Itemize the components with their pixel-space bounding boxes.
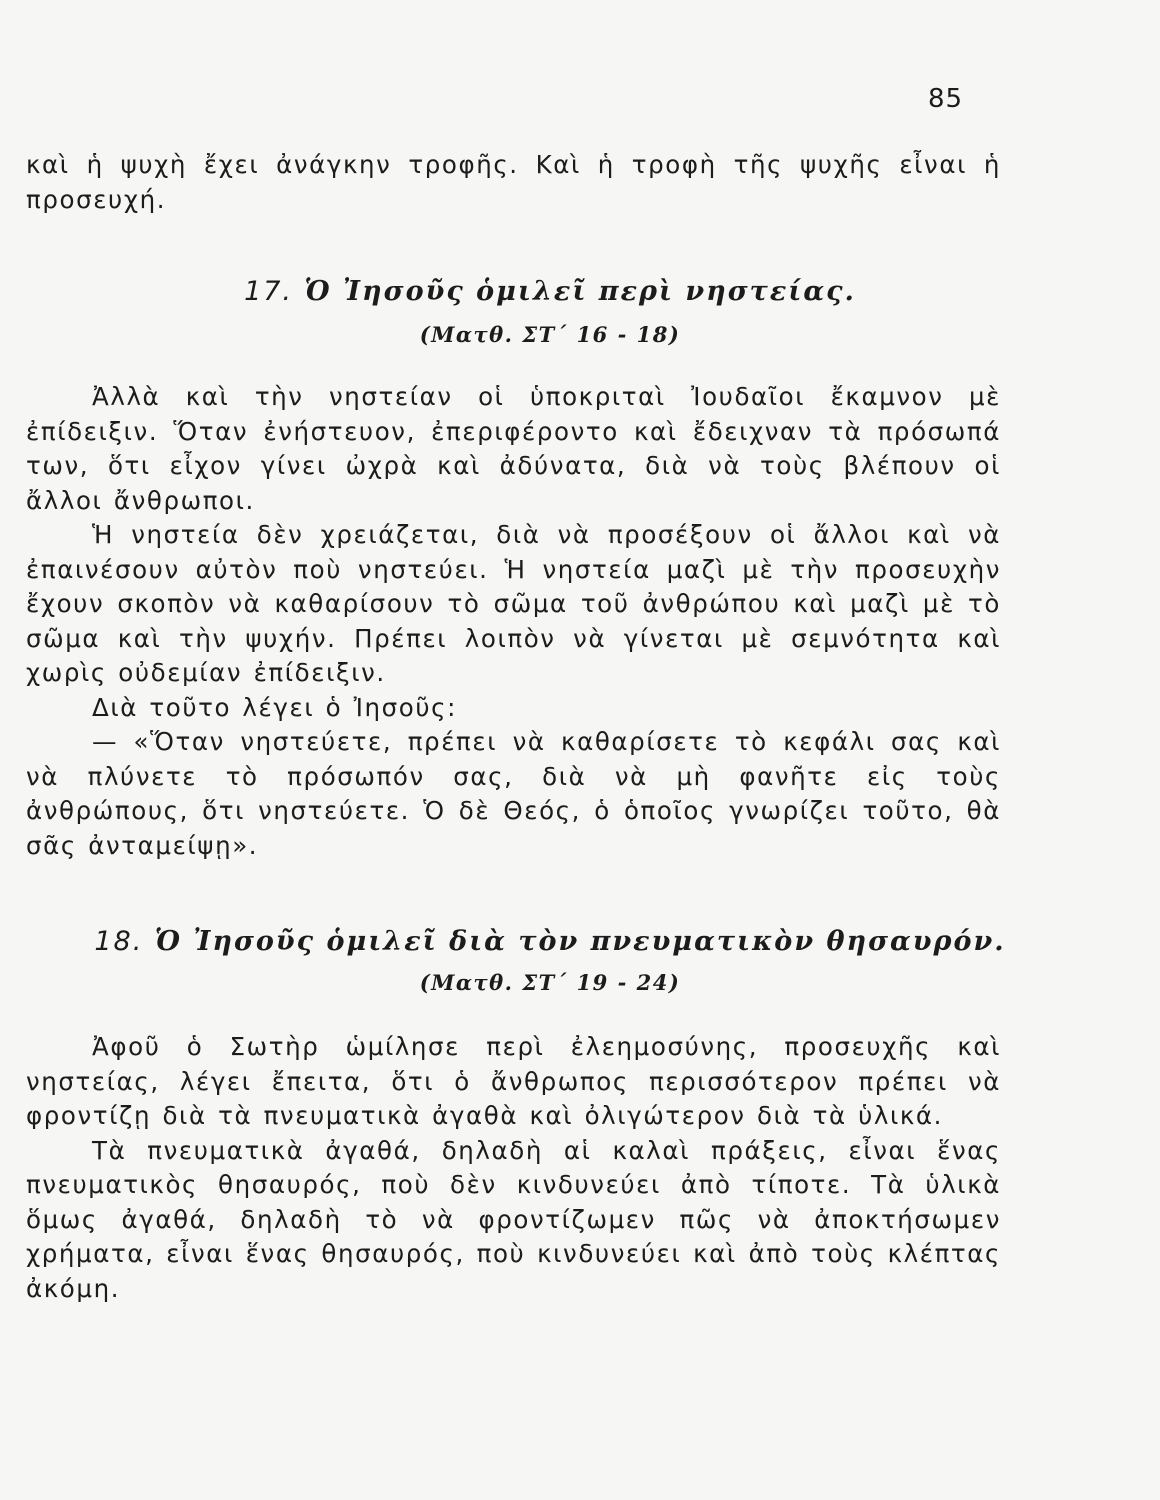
section-18-number: 18.	[94, 926, 144, 957]
section-18-heading	[0, 926, 1100, 957]
section-17-heading	[0, 276, 1100, 307]
section-17-paragraph-1: Ἀλλὰ καὶ τὴν νηστείαν οἱ ὑποκριταὶ Ἰουδαῖοι ἔκαμνον μὲ ἐπίδειξιν. Ὅταν ἐνήστευον, ἐπεριφέροντο καὶ ἔδειχναν τὰ πρόσωπά των, ὅτι εἶχον γίνει ὠχρὰ καὶ ἀδύνατα, διὰ νὰ τοὺς βλέπουν οἱ ἄλλοι ἄνθρωποι.	[26, 382, 1001, 515]
section-17-title: Ὁ Ἰησοῦς ὁμιλεῖ περὶ νηστείας.	[304, 276, 856, 307]
intro-text	[26, 148, 1001, 217]
section-18-title: Ὁ Ἰησοῦς ὁμιλεῖ διὰ τὸν πνευματικὸν θησαυρόν.	[154, 926, 1006, 957]
section-17-reference: (Ματθ. ΣΤ΄ 16 - 18)	[419, 322, 681, 347]
section-18-paragraph-2: Τὰ πνευματικὰ ἀγαθά, δηλαδὴ αἱ καλαὶ πράξεις, εἶναι ἕνας πνευματικὸς θησαυρός, ποὺ δὲν κινδυνεύει ἀπὸ τίποτε. Τὰ ὑλικὰ ὅμως ἀγαθά, δηλαδὴ τὸ νὰ φροντίζωμεν πῶς νὰ ἀποκτήσωμεν χρήματα, εἶναι ἕνας θησαυρός, ποὺ κινδυνεύει καὶ ἀπὸ τοὺς κλέπτας ἀκόμη.	[26, 1135, 1001, 1303]
section-17-paragraph-2: Ἡ νηστεία δὲν χρειάζεται, διὰ νὰ προσέξουν οἱ ἄλλοι καὶ νὰ ἐπαινέσουν αὐτὸν ποὺ νηστεύει. Ἡ νηστεία μαζὶ μὲ τὴν προσευχὴν ἔχουν σκοπὸν νὰ καθαρίσουν τὸ σῶμα τοῦ ἀνθρώπου καὶ μαζὶ μὲ τὸ σῶμα καὶ τὴν ψυχήν. Πρέπει λοιπὸν νὰ γίνεται μὲ σεμνότητα καὶ χωρὶς οὐδεμίαν ἐπίδειξιν.	[26, 520, 1001, 687]
section-17-body	[26, 380, 1001, 863]
section-17-number: 17.	[244, 276, 294, 307]
section-17-paragraph-4: — «Ὅταν νηστεύετε, πρέπει νὰ καθαρίσετε τὸ κεφάλι σας καὶ νὰ πλύνετε τὸ πρόσωπόν σας, διὰ νὰ μὴ φανῆτε εἰς τοὺς ἀνθρώπους, ὅτι νηστεύετε. Ὁ δὲ Θεός, ὁ ὁποῖος γνωρίζει τοῦτο, θὰ σᾶς ἀνταμείψῃ».	[26, 727, 1001, 860]
intro-paragraph: καὶ ἡ ψυχὴ ἔχει ἀνάγκην τροφῆς. Καὶ ἡ τροφὴ τῆς ψυχῆς εἶναι ἡ προσευχή.	[26, 150, 1001, 214]
page-number: 85	[928, 84, 964, 114]
section-18-body	[26, 1030, 1001, 1306]
section-18-reference: (Ματθ. ΣΤ΄ 19 - 24)	[419, 970, 681, 995]
section-18-paragraph-1: Ἀφοῦ ὁ Σωτὴρ ὡμίλησε περὶ ἐλεημοσύνης, προσευχῆς καὶ νηστείας, λέγει ἔπειτα, ὅτι ὁ ἄνθρωπος περισσότερον πρέπει νὰ φροντίζῃ διὰ τὰ πνευματικὰ ἀγαθὰ καὶ ὀλιγώτερον διὰ τὰ ὑλικά.	[26, 1032, 1001, 1130]
section-17-paragraph-3: Διὰ τοῦτο λέγει ὁ Ἰησοῦς:	[92, 692, 457, 722]
